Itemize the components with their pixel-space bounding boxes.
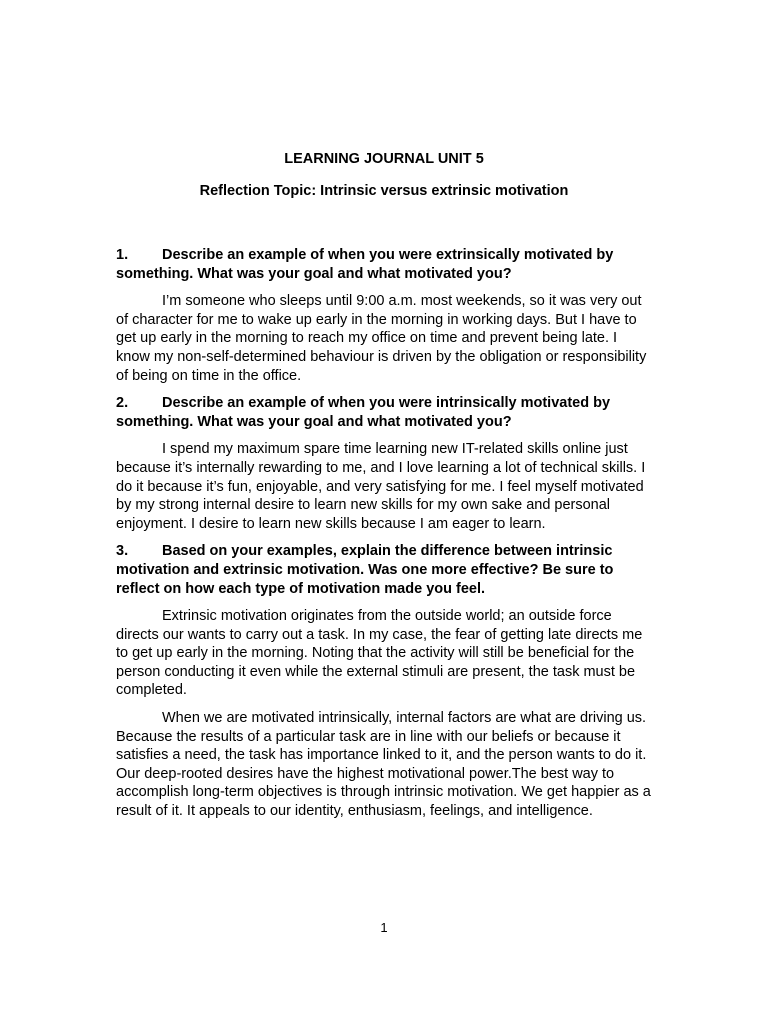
page-number: 1	[380, 920, 388, 935]
answer-paragraph: I spend my maximum spare time learning new IT-related skills online just because it’s internally rewarding to me, and I love learning a lot of technical skills. I do it because it’s fun, enjoyable, and very satisfying for me. I feel myself motivated by my strong internal desire to learn new skills for my own sake and personal enjoyment. I desire to learn new skills because I am eager to learn.	[116, 441, 646, 532]
answer-paragraph: Extrinsic motivation originates from the outside world; an outside force directs our wants to carry out a task. In my case, the fear of getting late directs me to get up early in the morning. Noting that the activity will still be beneficial for the person conducting it even while the external stimuli are present, the task must be completed.	[116, 608, 643, 699]
question-2	[116, 394, 654, 431]
answer-paragraph: When we are motivated intrinsically, internal factors are what are driving us. Because the results of a particular task are in line with our beliefs or because it satisfies a need, the task has importance linked to it, and the person wants to do it. Our deep-rooted desires have the highest motivational power.The best way to accomplish long-term objectives is through intrinsic motivation. We get happier as a result of it. It appeals to our identity, enthusiasm, feelings, and intelligence.	[116, 710, 651, 820]
question-1	[116, 246, 654, 283]
answer-paragraph: I’m someone who sleeps until 9:00 a.m. most weekends, so it was very out of character for me to wake up early in the morning in working days. But I have to get up early in the morning to reach my office on time and prevent being late. I know my non-self-determined behaviour is driven by the obligation or responsibility of being on time in the office.	[116, 293, 647, 384]
question-3	[116, 542, 654, 598]
question-text: Describe an example of when you were intrinsically motivated by something. What was your goal and what motivated you?	[116, 395, 611, 430]
document-body	[116, 246, 654, 821]
question-number: 2.	[116, 395, 129, 412]
document-title: LEARNING JOURNAL UNIT 5	[284, 151, 484, 167]
document-subtitle: Reflection Topic: Intrinsic versus extrinsic motivation	[199, 183, 569, 199]
question-text: Based on your examples, explain the difference between intrinsic motivation and extrinsic motivation. Was one more effective? Be sure to reflect on how each type of motivation made you feel.	[116, 543, 614, 597]
question-number: 3.	[116, 543, 129, 560]
question-number: 1.	[116, 247, 129, 263]
question-text: Describe an example of when you were extrinsically motivated by something. What was your goal and what motivated you?	[116, 247, 614, 282]
